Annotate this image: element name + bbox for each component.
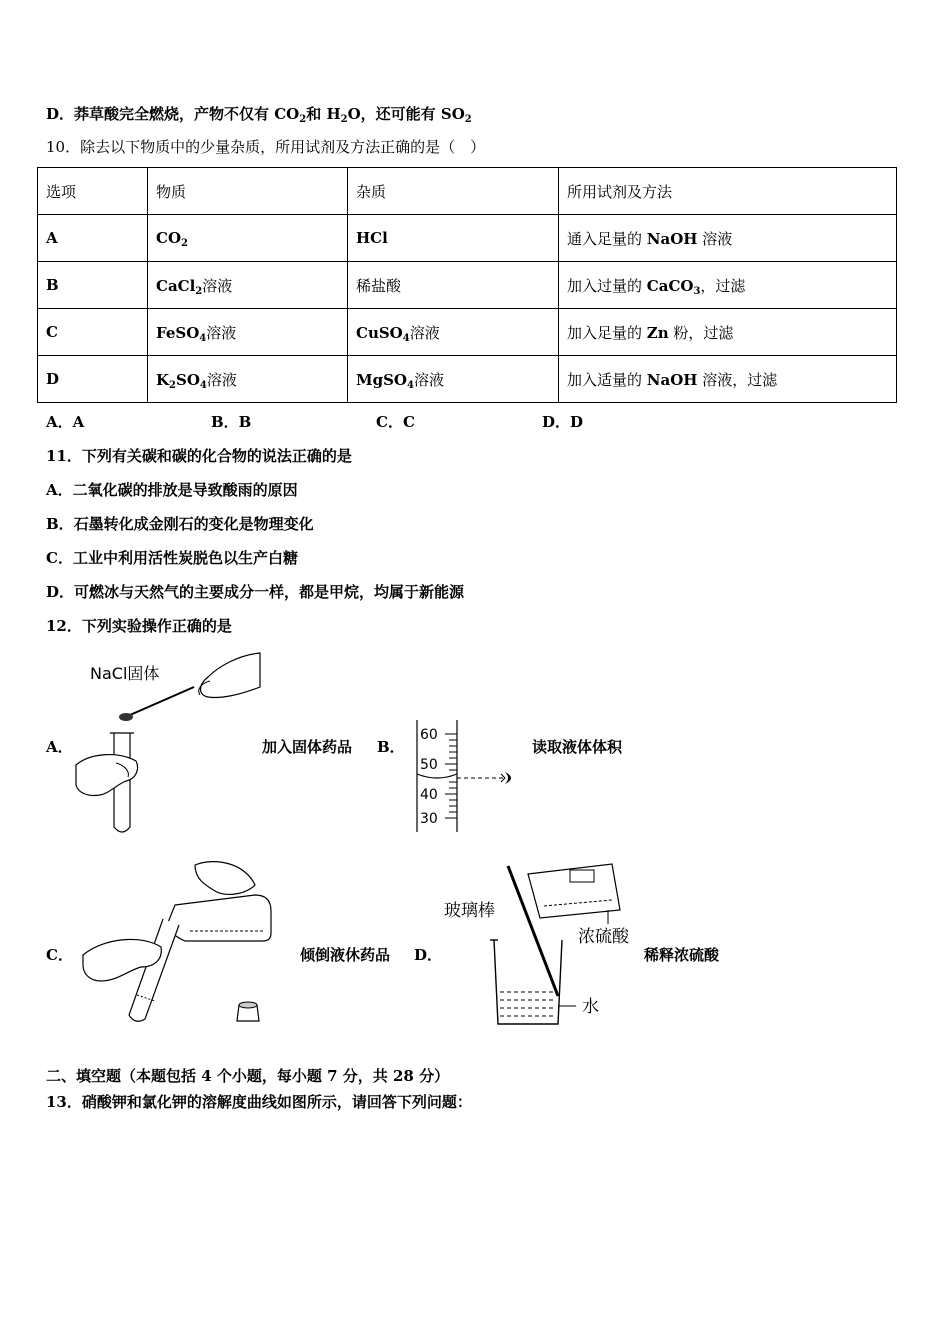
q12-a-label: 加入固体药品	[262, 738, 353, 756]
q12-b-letter: B．	[377, 738, 405, 756]
q11-option-b: B．石墨转化成金刚石的变化是物理变化	[46, 515, 314, 533]
svg-text:30: 30	[420, 811, 438, 827]
q11-option-a: A．二氧化碳的排放是导致酸雨的原因	[46, 481, 298, 499]
q12-d-label: 稀释浓硫酸	[644, 946, 720, 964]
q12-a-letter: A．	[46, 738, 73, 756]
svg-text:浓硫酸: 浓硫酸	[578, 927, 629, 947]
q11-option-d: D．可燃冰与天然气的主要成分一样，都是甲烷，均属于新能源	[46, 583, 465, 601]
cylinder-reading-illustration	[405, 716, 525, 836]
svg-text:40: 40	[420, 787, 438, 803]
pour-liquid-illustration	[75, 855, 275, 1030]
q12-b-label: 读取液体体积	[532, 738, 623, 756]
q12-c-letter: C．	[46, 946, 73, 964]
q9-option-d: D．莽草酸完全燃烧，产物不仅有 $CO_2$和 $H_2O$，还可能有 $SO_2$	[46, 105, 472, 125]
svg-text:60: 60	[420, 727, 438, 743]
q10-table	[37, 167, 897, 403]
svg-text:50: 50	[420, 757, 438, 773]
add-solid-illustration	[70, 645, 270, 840]
svg-text:水: 水	[582, 997, 599, 1017]
q11-option-c: C．工业中利用活性炭脱色以生产白糖	[46, 549, 298, 567]
q12-d-letter: D．	[414, 946, 443, 964]
q12-stem: 12．下列实验操作正确的是	[46, 617, 232, 635]
q10-stem: 10．除去以下物质中的少量杂质，所用试剂及方法正确的是（ ）	[46, 138, 486, 156]
table-row: B CaCl$_2$溶液 稀盐酸 加入过量的 CaCO$_3$，过滤	[38, 262, 897, 309]
table-header-row: 选项 物质 杂质 所用试剂及方法	[38, 168, 897, 215]
q13-stem: 13．硝酸钾和氯化钾的溶解度曲线如图所示，请回答下列问题：	[46, 1093, 472, 1111]
svg-text:NaCl固体: NaCl固体	[90, 664, 160, 683]
dilute-acid-illustration	[440, 860, 640, 1030]
q12-c-label: 倾倒液休药品	[300, 946, 391, 964]
q11-stem: 11．下列有关碳和碳的化合物的说法正确的是	[46, 447, 352, 465]
table-row: D $K_2SO_4$溶液 MgSO$_4$溶液 加入适量的 NaOH 溶液，过滤	[38, 356, 897, 403]
svg-text:玻璃棒: 玻璃棒	[444, 901, 495, 921]
table-row: C FeSO$_4$溶液 CuSO$_4$溶液 加入足量的 Zn 粉，过滤	[38, 309, 897, 356]
table-row: A $CO_2$ HCl 通入足量的 NaOH 溶液	[38, 215, 897, 262]
section2-heading: 二、填空题（本题包括 4 个小题，每小题 7 分，共 28 分）	[46, 1067, 450, 1085]
